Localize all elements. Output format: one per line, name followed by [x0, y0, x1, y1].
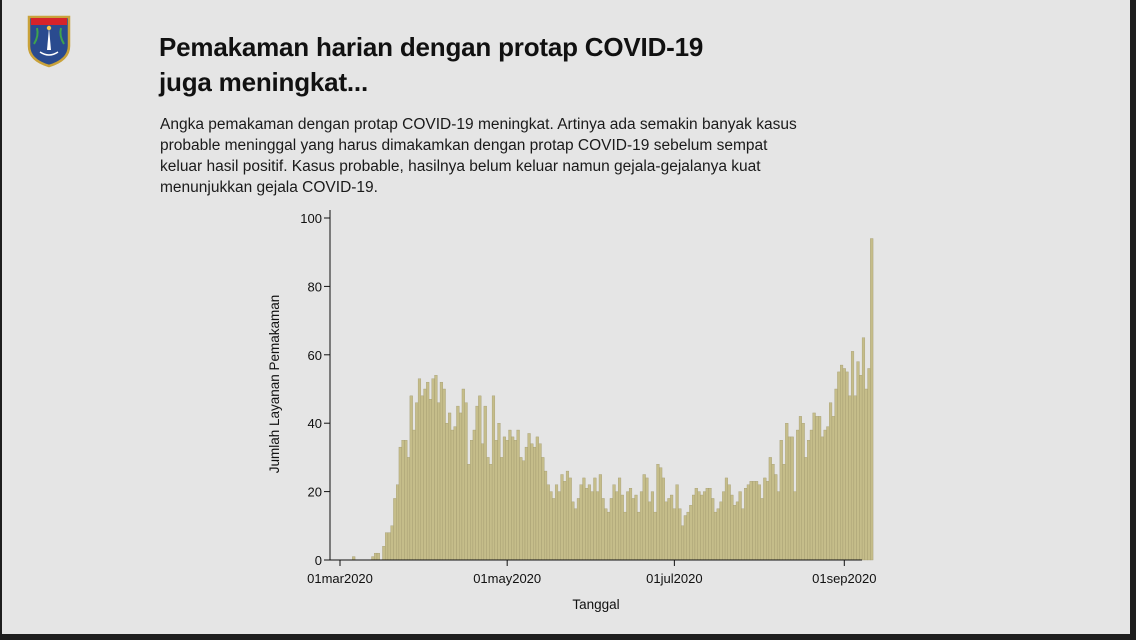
bar — [692, 495, 695, 560]
bar — [558, 492, 561, 560]
bar — [810, 430, 813, 560]
bar — [377, 553, 380, 560]
bar — [539, 444, 542, 560]
bar — [489, 464, 492, 560]
bar — [481, 444, 484, 560]
bar — [832, 416, 835, 560]
bar — [662, 478, 665, 560]
bar — [788, 437, 791, 560]
bar — [868, 368, 871, 560]
bar — [462, 389, 465, 560]
bar — [404, 440, 407, 560]
bar — [533, 447, 536, 560]
bar — [654, 512, 657, 560]
bar — [857, 362, 860, 560]
bar — [506, 440, 509, 560]
bar — [509, 430, 512, 560]
bar — [665, 502, 668, 560]
bar — [498, 423, 501, 560]
bar — [459, 413, 462, 560]
bar — [391, 526, 394, 560]
bar — [780, 440, 783, 560]
bar — [413, 430, 416, 560]
bar — [418, 379, 421, 560]
bar — [492, 396, 495, 560]
bar — [632, 498, 635, 560]
bar — [500, 457, 503, 560]
bar — [624, 512, 627, 560]
bar — [769, 457, 772, 560]
bar — [437, 403, 440, 560]
bar — [763, 478, 766, 560]
bar — [843, 368, 846, 560]
bar — [670, 495, 673, 560]
bar — [473, 430, 476, 560]
bar — [791, 437, 794, 560]
bar — [755, 481, 758, 560]
bar — [574, 509, 577, 560]
bar — [374, 553, 377, 560]
bar — [835, 389, 838, 560]
bar — [744, 488, 747, 560]
bar — [629, 488, 632, 560]
bar — [731, 495, 734, 560]
bar — [739, 492, 742, 560]
bar — [766, 481, 769, 560]
bar — [503, 437, 506, 560]
bar — [547, 485, 550, 560]
bar — [772, 464, 775, 560]
bar — [703, 492, 706, 560]
bar — [577, 498, 580, 560]
bar — [541, 457, 544, 560]
bar — [752, 481, 755, 560]
bar — [591, 492, 594, 560]
bar — [626, 492, 629, 560]
bar — [783, 464, 786, 560]
bar — [487, 457, 490, 560]
y-tick-label: 60 — [307, 347, 322, 363]
bar — [613, 485, 616, 560]
bar — [382, 546, 385, 560]
x-tick-label: 01jul2020 — [646, 571, 703, 586]
bar — [643, 475, 646, 561]
bar — [588, 485, 591, 560]
bar — [443, 389, 446, 560]
bar — [478, 396, 481, 560]
bar — [851, 351, 854, 560]
bar — [522, 461, 525, 560]
bar — [415, 403, 418, 560]
bar — [725, 478, 728, 560]
daily-burials-bar-chart — [2, 0, 1130, 634]
bar — [796, 430, 799, 560]
bar — [456, 406, 459, 560]
bar — [520, 457, 523, 560]
bar — [846, 372, 849, 560]
bar — [722, 492, 725, 560]
bar — [859, 375, 862, 560]
x-tick-label: 01sep2020 — [812, 571, 877, 586]
bar — [448, 413, 451, 560]
bar — [476, 406, 479, 560]
y-tick-label: 20 — [307, 484, 322, 500]
bar — [465, 403, 468, 560]
bar — [648, 502, 651, 560]
bar — [555, 485, 558, 560]
bar — [676, 485, 679, 560]
bar — [566, 471, 569, 560]
bar — [706, 488, 709, 560]
bar — [687, 512, 690, 560]
bar — [470, 440, 473, 560]
bar — [821, 437, 824, 560]
bar — [684, 516, 687, 560]
bar — [840, 365, 843, 560]
bar — [514, 440, 517, 560]
bar — [569, 478, 572, 560]
bar — [681, 526, 684, 560]
bar — [689, 505, 692, 560]
bar — [837, 372, 840, 560]
bar — [651, 492, 654, 560]
bar — [714, 512, 717, 560]
bar — [525, 447, 528, 560]
description-line: menunjukkan gejala COVID-19. — [160, 179, 378, 196]
bar — [761, 498, 764, 560]
bar — [659, 468, 662, 560]
bar — [747, 485, 750, 560]
bar — [550, 492, 553, 560]
bar — [824, 430, 827, 560]
bar — [517, 430, 520, 560]
bar — [352, 557, 355, 560]
bar — [635, 495, 638, 560]
bar — [396, 485, 399, 560]
bar — [799, 416, 802, 560]
bar — [432, 379, 435, 560]
bar — [399, 447, 402, 560]
title-line: Pemakaman harian dengan protap COVID-19 — [159, 32, 704, 62]
bar — [657, 464, 660, 560]
bar — [870, 239, 873, 560]
description-line: keluar hasil positif. Kasus probable, hasilnya belum keluar namun gejala-gejalanya kuat — [160, 158, 761, 175]
bar — [596, 492, 599, 560]
bar — [865, 389, 868, 560]
bar — [580, 485, 583, 560]
y-tick-label: 40 — [307, 416, 322, 432]
bar — [615, 492, 618, 560]
bar — [826, 427, 829, 560]
bar — [742, 509, 745, 560]
bar — [618, 478, 621, 560]
x-tick-label: 01mar2020 — [307, 571, 373, 586]
y-axis-title: Jumlah Layanan Pemakaman — [267, 294, 282, 474]
bar — [446, 423, 449, 560]
bar — [610, 498, 613, 560]
bar — [758, 485, 761, 560]
bar — [816, 416, 819, 560]
bar — [528, 433, 531, 560]
bar — [711, 498, 714, 560]
bar — [440, 382, 443, 560]
bars-group — [352, 239, 873, 560]
bar — [640, 492, 643, 560]
bar — [720, 502, 723, 560]
bar — [495, 440, 498, 560]
bar — [829, 403, 832, 560]
bar — [777, 492, 780, 560]
bar — [563, 481, 566, 560]
bar — [544, 471, 547, 560]
bar — [585, 488, 588, 560]
bar — [750, 481, 753, 560]
bar — [607, 512, 610, 560]
slide — [2, 0, 1130, 634]
bar — [407, 457, 410, 560]
bar — [454, 427, 457, 560]
bar — [385, 533, 388, 560]
bar — [678, 509, 681, 560]
bar — [421, 396, 424, 560]
bar — [709, 488, 712, 560]
bar — [774, 475, 777, 561]
bar — [426, 382, 429, 560]
bar — [736, 502, 739, 560]
bar — [637, 512, 640, 560]
bar — [848, 396, 851, 560]
bar — [668, 498, 671, 560]
bar — [717, 509, 720, 560]
bar — [536, 437, 539, 560]
bar — [802, 423, 805, 560]
bar — [728, 485, 731, 560]
x-axis-title: Tanggal — [572, 597, 620, 612]
bar — [862, 338, 865, 560]
bar — [604, 509, 607, 560]
y-tick-label: 100 — [300, 211, 322, 226]
bar — [807, 440, 810, 560]
bar — [402, 440, 405, 560]
bar — [621, 495, 624, 560]
bar — [700, 495, 703, 560]
bar — [646, 478, 649, 560]
bar — [698, 492, 701, 560]
bar — [393, 498, 396, 560]
description-line: Angka pemakaman dengan protap COVID-19 meningkat. Artinya ada semakin banyak kasus — [160, 116, 797, 133]
bar — [372, 557, 375, 560]
bar — [602, 498, 605, 560]
bar — [583, 478, 586, 560]
bar — [435, 375, 438, 560]
bar — [818, 416, 821, 560]
title-line: juga meningkat... — [159, 67, 368, 97]
bar — [785, 423, 788, 560]
bar — [794, 492, 797, 560]
bar — [733, 505, 736, 560]
bar — [424, 389, 427, 560]
bar — [530, 444, 533, 560]
bar — [599, 475, 602, 561]
bar — [594, 478, 597, 560]
y-tick-label: 80 — [307, 279, 322, 295]
bar — [484, 406, 487, 560]
bar — [805, 457, 808, 560]
bar — [572, 502, 575, 560]
bar — [552, 498, 555, 560]
bar — [813, 413, 816, 560]
bar — [451, 430, 454, 560]
bar — [467, 464, 470, 560]
bar — [511, 437, 514, 560]
bar — [695, 488, 698, 560]
bar — [673, 509, 676, 560]
x-tick-label: 01may2020 — [473, 571, 542, 586]
bar — [561, 475, 564, 561]
bar — [854, 396, 857, 560]
y-tick-label: 0 — [314, 553, 322, 568]
description-line: probable meninggal yang harus dimakamkan dengan protap COVID-19 sebelum sempat — [160, 137, 768, 154]
bar — [429, 399, 432, 560]
bar — [410, 396, 413, 560]
bar — [388, 533, 391, 560]
